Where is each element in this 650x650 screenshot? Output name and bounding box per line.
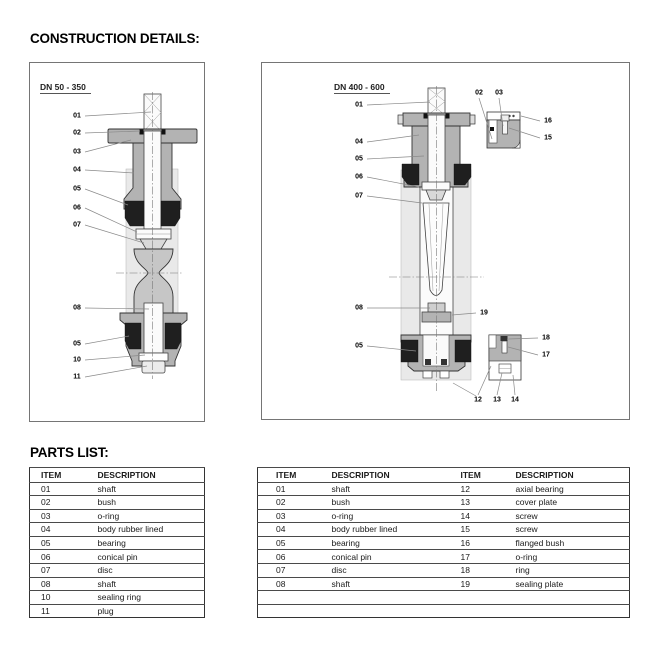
table-row [30, 564, 205, 578]
item-cell: 04 [30, 523, 97, 537]
table-row [30, 577, 205, 591]
description-cell: screw [515, 509, 630, 523]
anchor-left [425, 359, 431, 365]
item-cell: 08 [30, 577, 97, 591]
table-header-row [258, 468, 630, 483]
callout-label: 17 [542, 351, 550, 359]
description-cell: conical pin [331, 550, 460, 564]
description-cell: o-ring [97, 509, 205, 523]
callout-label: 03 [73, 148, 81, 156]
callout-label: 08 [73, 304, 81, 312]
item-cell: 01 [258, 482, 331, 496]
column-header: ITEM [30, 468, 97, 483]
callout-label: 18 [542, 334, 550, 342]
item-cell: 07 [258, 564, 331, 578]
item-cell: 04 [258, 523, 331, 537]
item-cell: 18 [460, 564, 515, 578]
callout-label: 14 [511, 396, 519, 404]
flange-end-right [470, 115, 475, 124]
table-row [30, 523, 205, 537]
description-cell: plug [97, 604, 205, 618]
description-cell: screw [515, 523, 630, 537]
description-cell: bush [331, 496, 460, 510]
table-row [258, 577, 630, 591]
lower-bearing-right [455, 340, 471, 362]
callout-leader [367, 102, 430, 105]
description-cell: disc [97, 564, 205, 578]
table-row [258, 564, 630, 578]
callout-label: 05 [73, 340, 81, 348]
callout-label: 19 [480, 309, 488, 317]
callout-label: 01 [73, 112, 81, 120]
table-row [30, 591, 205, 605]
lower-shaft [144, 303, 163, 353]
column-header: ITEM [258, 468, 331, 483]
callout-label: 15 [544, 134, 552, 142]
conical-pin-collar [422, 182, 450, 190]
item-cell [258, 604, 331, 618]
description-cell: o-ring [515, 550, 630, 564]
callout-label: 06 [355, 173, 363, 181]
callout-leader [85, 366, 147, 377]
size-range-caption-right: DN 400 - 600 [334, 82, 390, 94]
diagram-panel-dn50-350 [29, 62, 205, 422]
parts-table-right [257, 467, 630, 618]
item-cell: 03 [30, 509, 97, 523]
screw-shank [503, 121, 508, 134]
foot-right [440, 371, 449, 378]
table-row [30, 536, 205, 550]
item-cell: 19 [460, 577, 515, 591]
valve-cross-section-dn400-600 [262, 63, 629, 419]
description-cell: ring [515, 564, 630, 578]
item-cell: 05 [30, 536, 97, 550]
o-ring-right [446, 114, 450, 119]
table-header-row [30, 468, 205, 483]
description-cell: o-ring [331, 509, 460, 523]
callout-label: 11 [73, 373, 81, 381]
callout-label: 16 [544, 117, 552, 125]
item-cell: 07 [30, 564, 97, 578]
item-cell [460, 591, 515, 605]
callout-label: 05 [355, 155, 363, 163]
callout-label: 06 [73, 204, 81, 212]
item-cell: 12 [460, 482, 515, 496]
description-cell [515, 591, 630, 605]
item-cell: 06 [258, 550, 331, 564]
description-cell: bearing [97, 536, 205, 550]
anchor-right [441, 359, 447, 365]
item-cell: 15 [460, 523, 515, 537]
column-header: DESCRIPTION [331, 468, 460, 483]
description-cell [515, 604, 630, 618]
item-cell: 11 [30, 604, 97, 618]
callout-label: 07 [355, 192, 363, 200]
callout-leader [85, 336, 129, 344]
table-row [30, 604, 205, 618]
item-cell: 08 [258, 577, 331, 591]
callout-label: 05 [355, 342, 363, 350]
size-range-caption-left: DN 50 - 350 [40, 82, 91, 94]
parts-list-title: PARTS LIST: [30, 445, 109, 460]
callout-leader [367, 135, 419, 142]
table-row [258, 482, 630, 496]
foot-left [423, 371, 432, 378]
item-cell: 13 [460, 496, 515, 510]
upper-bearing-right [161, 201, 180, 226]
valve-cross-section-dn50-350 [30, 63, 204, 421]
o-ring-left [140, 130, 144, 135]
column-header: DESCRIPTION [97, 468, 205, 483]
description-cell: flanged bush [515, 536, 630, 550]
callout-leader [521, 116, 540, 121]
item-cell: 16 [460, 536, 515, 550]
item-cell: 10 [30, 591, 97, 605]
description-cell: disc [331, 564, 460, 578]
table-row [258, 509, 630, 523]
flange-end-left [398, 115, 403, 124]
table-row [30, 550, 205, 564]
callout-label: 10 [73, 356, 81, 364]
parts-table-left [29, 467, 205, 618]
callout-leader [478, 366, 491, 395]
screw-shank [502, 341, 507, 353]
table-row [30, 509, 205, 523]
callout-label: 04 [73, 166, 81, 174]
callout-label: 02 [475, 89, 483, 97]
callout-label: 12 [474, 396, 482, 404]
description-cell: shaft [331, 482, 460, 496]
item-cell: 06 [30, 550, 97, 564]
table-row [258, 550, 630, 564]
callout-label: 13 [493, 396, 501, 404]
item-cell [460, 604, 515, 618]
table-row [258, 604, 630, 618]
table-row [30, 496, 205, 510]
construction-details-title: CONSTRUCTION DETAILS: [30, 31, 200, 46]
bottom-detail-inset [489, 335, 521, 380]
sealing-ring [139, 353, 168, 361]
table-row [258, 523, 630, 537]
description-cell: axial bearing [515, 482, 630, 496]
table-row [258, 591, 630, 605]
description-cell: bearing [331, 536, 460, 550]
callout-label: 08 [355, 304, 363, 312]
item-cell [258, 591, 331, 605]
description-cell: body rubber lined [331, 523, 460, 537]
callout-label: 01 [355, 101, 363, 109]
description-cell [331, 591, 460, 605]
item-cell: 03 [258, 509, 331, 523]
inset-connector-line [453, 383, 476, 396]
item-cell: 01 [30, 482, 97, 496]
callout-label: 05 [73, 185, 81, 193]
description-cell: bush [97, 496, 205, 510]
description-cell: conical pin [97, 550, 205, 564]
item-cell: 02 [258, 496, 331, 510]
disc-hub-cap [426, 190, 446, 200]
item-cell: 14 [460, 509, 515, 523]
item-cell: 05 [258, 536, 331, 550]
item-cell: 02 [30, 496, 97, 510]
callout-leader [85, 189, 128, 205]
callout-label: 04 [355, 138, 363, 146]
description-cell: body rubber lined [97, 523, 205, 537]
column-header: ITEM [460, 468, 515, 483]
description-cell: sealing ring [97, 591, 205, 605]
description-cell: cover plate [515, 496, 630, 510]
o-ring-left [424, 114, 428, 119]
callout-label: 03 [495, 89, 503, 97]
plug [142, 361, 165, 373]
column-header: DESCRIPTION [515, 468, 630, 483]
callout-label: 07 [73, 221, 81, 229]
description-cell [331, 604, 460, 618]
table-row [30, 482, 205, 496]
description-cell: shaft [97, 482, 205, 496]
callout-leader [85, 112, 151, 116]
o-ring-right [162, 130, 166, 135]
table-row [258, 536, 630, 550]
item-cell: 17 [460, 550, 515, 564]
ring-detail [501, 336, 508, 341]
callout-label: 02 [73, 129, 81, 137]
lower-bearing-right [165, 323, 181, 349]
description-cell: shaft [331, 577, 460, 591]
description-cell: sealing plate [515, 577, 630, 591]
diagram-panel-dn400-600 [261, 62, 630, 420]
description-cell: shaft [97, 577, 205, 591]
table-row [258, 496, 630, 510]
